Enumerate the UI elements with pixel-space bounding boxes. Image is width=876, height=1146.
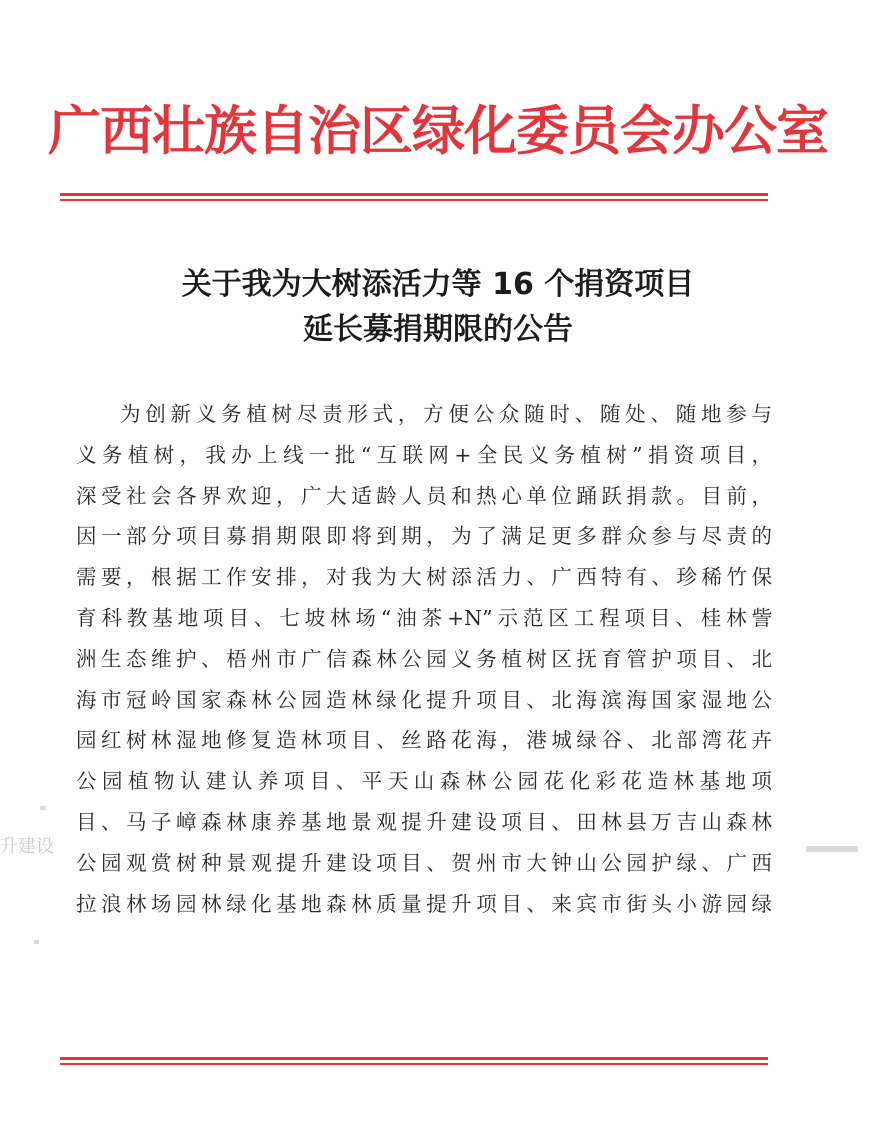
footer-red-rule xyxy=(60,1057,768,1065)
document-body xyxy=(76,394,772,924)
body-line: 为创新义务植树尽责形式，方便公众随时、随处、随地参与 xyxy=(120,402,772,426)
body-line: 因一部分项目募捐期限即将到期，为了满足更多群众参与尽责的 xyxy=(76,524,772,549)
body-line: 拉浪林场园林绿化基地森林质量提升项目、来宾市街头小游园绿 xyxy=(76,891,772,916)
body-line: 公园观赏树种景观提升建设项目、贺州市大钟山公园护绿、广西 xyxy=(76,850,772,875)
document-title-line-1: 关于我为大树添活力等 16 个捐资项目 xyxy=(181,267,695,302)
body-line: 义务植树，我办上线一批“互联网+全民义务植树”捐资项目， xyxy=(76,442,772,467)
body-line: 深受社会各界欢迎，广大适龄人员和热心单位踊跃捐款。目前， xyxy=(76,483,772,508)
document-title-line-2: 延长募捐期限的公告 xyxy=(303,312,573,347)
rule-thick-line xyxy=(60,193,768,196)
letterhead-red-rule xyxy=(60,193,768,201)
rule-thin-line xyxy=(60,199,768,201)
bleed-through-smudge xyxy=(806,846,858,852)
document-title xyxy=(0,262,876,352)
body-line: 公园植物认建认养项目、平天山森林公园花化彩花造林基地项 xyxy=(76,769,772,794)
body-line: 园红树林湿地修复造林项目、丝路花海，港城绿谷、北部湾花卉 xyxy=(76,728,772,753)
scan-speck xyxy=(34,940,39,944)
body-line: 需要，根据工作安排，对我为大树添活力、广西特有、珍稀竹保 xyxy=(76,565,772,590)
body-line: 育科教基地项目、七坡林场“油茶+N”示范区工程项目、桂林訾 xyxy=(76,605,772,630)
rule-thin-line xyxy=(60,1063,768,1065)
rule-thick-line xyxy=(60,1057,768,1060)
bleed-through-text: 升建设 xyxy=(0,836,54,857)
body-line: 目、马子嶂森林康养基地景观提升建设项目、田林县万吉山森林 xyxy=(76,809,772,834)
letterhead-org-name: 广西壮族自治区绿化委员会办公室 xyxy=(48,100,828,162)
body-line: 海市冠岭国家森林公园造林绿化提升项目、北海滨海国家湿地公 xyxy=(76,687,772,712)
body-line: 洲生态维护、梧州市广信森林公园义务植树区抚育管护项目、北 xyxy=(76,646,772,671)
scan-speck xyxy=(40,806,46,810)
